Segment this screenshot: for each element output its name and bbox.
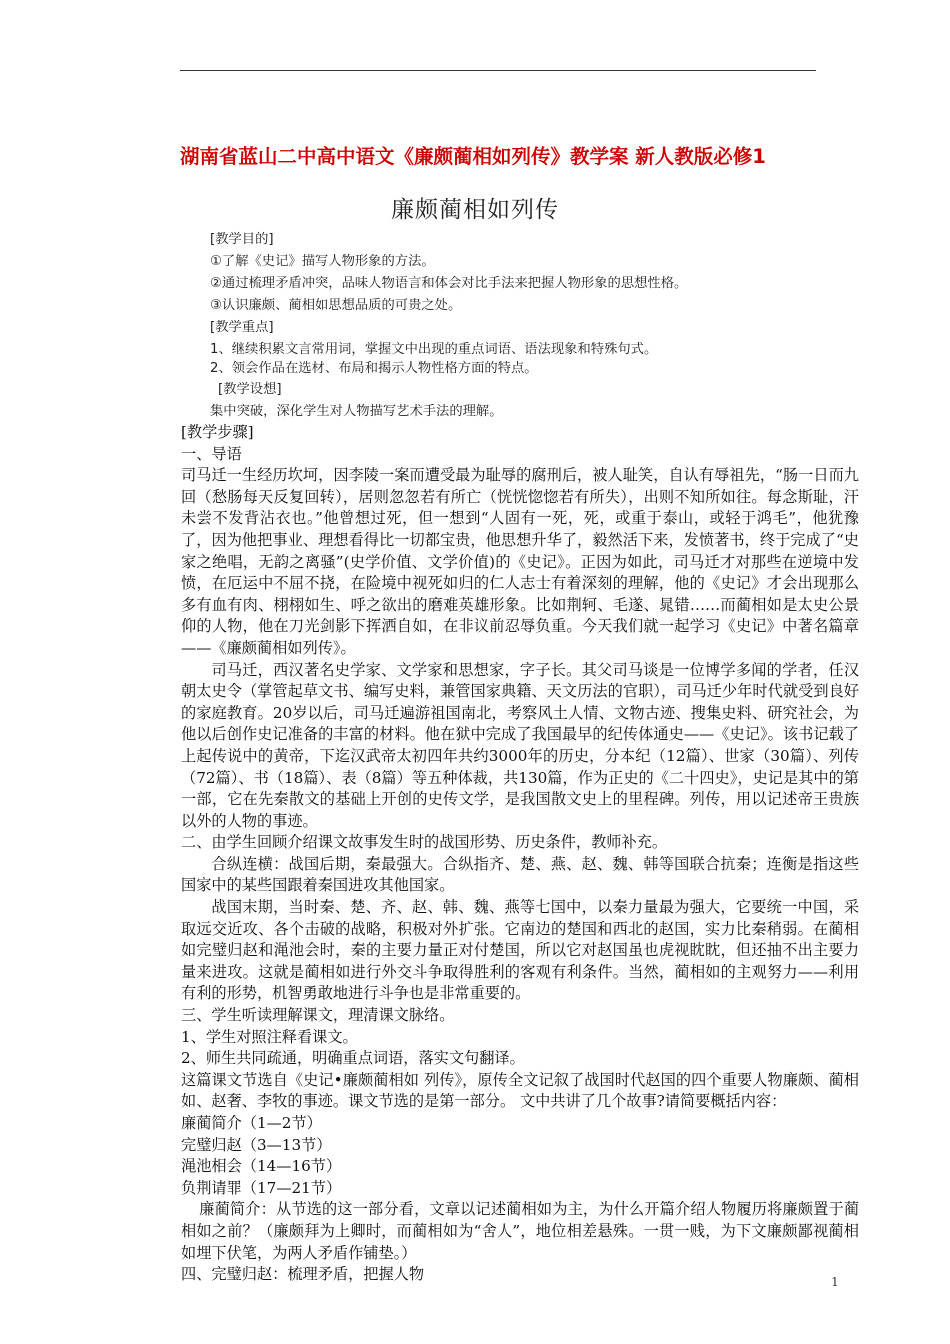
page-number: 1 [831,1275,839,1289]
keypoint-line: 2、领会作品在选材、布局和揭示人物性格方面的特点。 [210,361,538,376]
body-paragraph: 战国末期，当时秦、楚、齐、赵、韩、魏、燕等七国中，以秦力量最为强大，它要统一中国，采取远交近攻、各个击破的战略，积极对外扩张。它南边的楚国和西北的赵国，实力比秦稍弱。在蔺相如完璧归赵和渑池会时，秦的主要力量正对付楚国，所以它对赵国虽也虎视眈眈，但还抽不出主要力量来进攻。这就是蔺相如进行外交斗争取得胜利的客观有利条件。当然，蔺相如的主观努力——利用有利的形势，机智勇敢地进行斗争也是非常重要的。 [181,898,859,1003]
body-paragraph: 合纵连横：战国后期，秦最强大。合纵指齐、楚、燕、赵、魏、韩等国联合抗秦；连衡是指这些国家中的某些国跟着秦国进攻其他国家。 [181,854,859,895]
plan-line: 集中突破，深化学生对人物描写艺术手法的理解。 [210,404,503,419]
section-heading: 一、导语 [181,444,242,463]
section-heading: 四、完璧归赵：梳理矛盾，把握人物 [181,1265,424,1284]
keypoints-heading: [教学重点] [210,320,274,335]
outline-item: 负荆请罪（17—21节） [181,1178,342,1197]
body-paragraph: 2、师生共同疏通，明确重点词语，落实文句翻译。 [181,1049,525,1068]
keypoint-line: 1、继续积累文言常用词，掌握文中出现的重点词语、语法现象和特殊句式。 [210,342,658,357]
objective-line: ③认识廉颇、蔺相如思想品质的可贵之处。 [210,298,462,313]
objective-line: ①了解《史记》描写人物形象的方法。 [210,254,435,269]
body-paragraph: 1、学生对照注释看课文。 [181,1027,358,1046]
body-paragraph: 司马迁，西汉著名史学家、文学家和思想家，字子长。其父司马谈是一位博学多闻的学者，任汉朝太史令（掌管起草文书、编写史料，兼管国家典籍、天文历法的官职），司马迁少年时代就受到良好的家庭教育。20岁以后，司马迁遍游祖国南北，考察风土人情、文物古迹、搜集史料、研究社会，为他以后创作史记准备的丰富的材料。他在狱中完成了我国最早的纪传体通史——《史记》。该书记载了上起传说中的黄帝，下迄汉武帝太初四年共约3000年的历史，分本纪（12篇）、世家（30篇）、列传（72篇）、书（18篇）、表（8篇）等五种体裁，共130篇，作为正史的《二十四史》，史记是其中的第一部，它在先秦散文的基础上开创的史传文学，是我国散文史上的里程碑。列传，用以记述帝王贵族以外的人物的事迹。 [181,660,859,830]
section-heading: 二、由学生回顾介绍课文故事发生时的战国形势、历史条件，教师补充。 [181,833,667,852]
lesson-title: 廉颇蔺相如列传 [391,197,559,223]
document-title: 湖南省蓝山二中高中语文《廉颇蔺相如列传》教学案 新人教版必修1 [180,145,766,168]
outline-item: 渑池相会（14—16节） [181,1157,342,1176]
outline-item: 完璧归赵（3—13节） [181,1135,332,1154]
body-paragraph: [教学步骤] [181,423,254,441]
objectives-heading: [教学目的] [210,232,274,247]
outline-item: 廉蔺简介（1—2节） [181,1114,322,1132]
plan-heading: [教学设想] [218,382,282,397]
body-paragraph: 这篇课文节选自《史记•廉颇蔺相如 列传》，原传全文记叙了战国时代赵国的四个重要人物廉颇、蔺相如、赵奢、李牧的事迹。课文节选的是第一部分。 文中共讲了几个故事?请简要概括内容： [181,1070,859,1111]
header-rule [180,70,816,71]
objective-line: ②通过梳理矛盾冲突，品味人物语言和体会对比手法来把握人物形象的思想性格。 [210,276,688,291]
section-heading: 三、学生听读理解课文，理清课文脉络。 [181,1006,455,1025]
lesson-body [181,422,859,1286]
body-paragraph: 廉蔺简介：从节选的这一部分看，文章以记述蔺相如为主，为什么开篇介绍人物履历将廉颇置于蔺相如之前？（廉颇拜为上卿时，而蔺相如为“舍人”，地位相差悬殊。一贯一贱，为下文廉颇鄙视蔺相如埋下伏笔，为两人矛盾作铺垫。） [181,1200,859,1262]
body-paragraph: 司马迁一生经历坎坷，因李陵一案而遭受最为耻辱的腐刑后，被人耻笑，自认有辱祖先，“肠一日而九回（愁肠每天反复回转），居则忽忽若有所亡（恍恍惚惚若有所失），出则不知所如往。每念斯耻，汗未尝不发背沾衣也。”他曾想过死，但一想到“人固有一死，死，或重于泰山，或轻于鸿毛”，他犹豫了，因为他把事业、理想看得比一切都宝贵，他思想升华了，毅然活下来，发愤著书，终于完成了“史家之绝唱，无韵之离骚”(史学价值、文学价值)的《史记》。正因为如此，司马迁才对那些在逆境中发愤，在厄运中不屈不挠，在险境中视死如归的仁人志士有着深刻的理解，他的《史记》才会出现那么多有血有肉、栩栩如生、呼之欲出的磨难英雄形象。比如荆轲、毛遂、晁错……而蔺相如是太史公景仰的人物，他在刀光剑影下挥洒自如，在非议前忍辱负重。今天我们就一起学习《史记》中著名篇章——《廉颇蔺相如列传》。 [181,466,859,657]
